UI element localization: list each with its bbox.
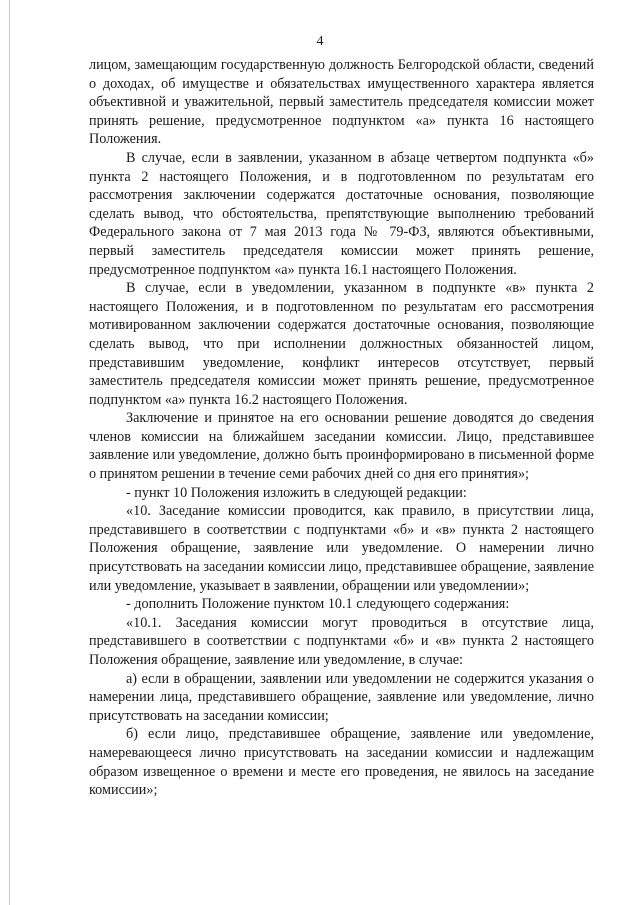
paragraph: «10. Заседание комиссии проводится, как правило, в присутствии лица, представившего в соответствии с подпунктами «б» и «в» пункта 2 настоящего Положения обращение, заявление или уведомление. О намерении лично присутствовать на заседании комиссии лицо, представившее обращение, заявление или уведомление, указывает в заявлении, обращении или уведомлении»; — [89, 503, 594, 594]
paragraph: - пункт 10 Положения изложить в следующей редакции: — [126, 484, 467, 501]
paragraph: - дополнить Положение пунктом 10.1 следующего содержания: — [126, 596, 510, 613]
paragraph: «10.1. Заседания комиссии могут проводиться в отсутствие лица, представившего в соответствии с подпунктами «б» и «в» пункта 2 настоящего Положения обращение, заявление или уведомление, в случае: — [89, 614, 594, 668]
paragraph: а) если в обращении, заявлении или уведомлении не содержится указания о намерении лица, представившего обращение, заявление или уведомление, лично присутствовать на заседании комиссии; — [89, 670, 594, 724]
paragraph: В случае, если в заявлении, указанном в абзаце четвертом подпункта «б» пункта 2 настоящего Положения, и в подготовленном по результатам его рассмотрения заключении содержатся достаточные основания, позволяющие сделать вывод, что обстоятельства, препятствующие выполнению требований Федерального закона от 7 мая 2013 года № 79-ФЗ, являются объективными, первый заместитель председателя комиссии может принять решение, предусмотренное подпунктом «а» пункта 16.1 настоящего Положения. — [89, 149, 594, 278]
paragraph: Заключение и принятое на его основании решение доводятся до сведения членов комиссии на ближайшем заседании комиссии. Лицо, представившее заявление или уведомление, должно быть проинформировано в письменной форме о принятом решении в течение семи рабочих дней со дня его принятия»; — [89, 410, 594, 483]
document-body — [89, 56, 594, 800]
paragraph: б) если лицо, представившее обращение, заявление или уведомление, намеревающееся лично присутствовать на заседании комиссии и надлежащим образом извещенное о времени и месте его проведения, не явилось на заседание комиссии»; — [89, 726, 594, 799]
paragraph-continuation: лицом, замещающим государственную должность Белгородской области, сведений о доходах, об имуществе и обязательствах имущественного характера является объективной и уважительной, первый заместитель председателя комиссии может принять решение, предусмотренное подпунктом «а» пункта 16 настоящего Положения. — [89, 57, 594, 148]
paragraph: В случае, если в уведомлении, указанном в подпункте «в» пункта 2 настоящего Положения, и в подготовленном по результатам его рассмотрения мотивированном заключении содержатся достаточные основания, позволяющие сделать вывод, что при исполнении должностных обязанностей лицом, представившим уведомление, конфликт интересов отсутствует, первый заместитель председателя комиссии может принять решение, предусмотренное подпунктом «а» пункта 16.2 настоящего Положения. — [89, 280, 594, 408]
page-number: 4 — [316, 34, 324, 49]
scan-edge-line — [9, 0, 10, 905]
